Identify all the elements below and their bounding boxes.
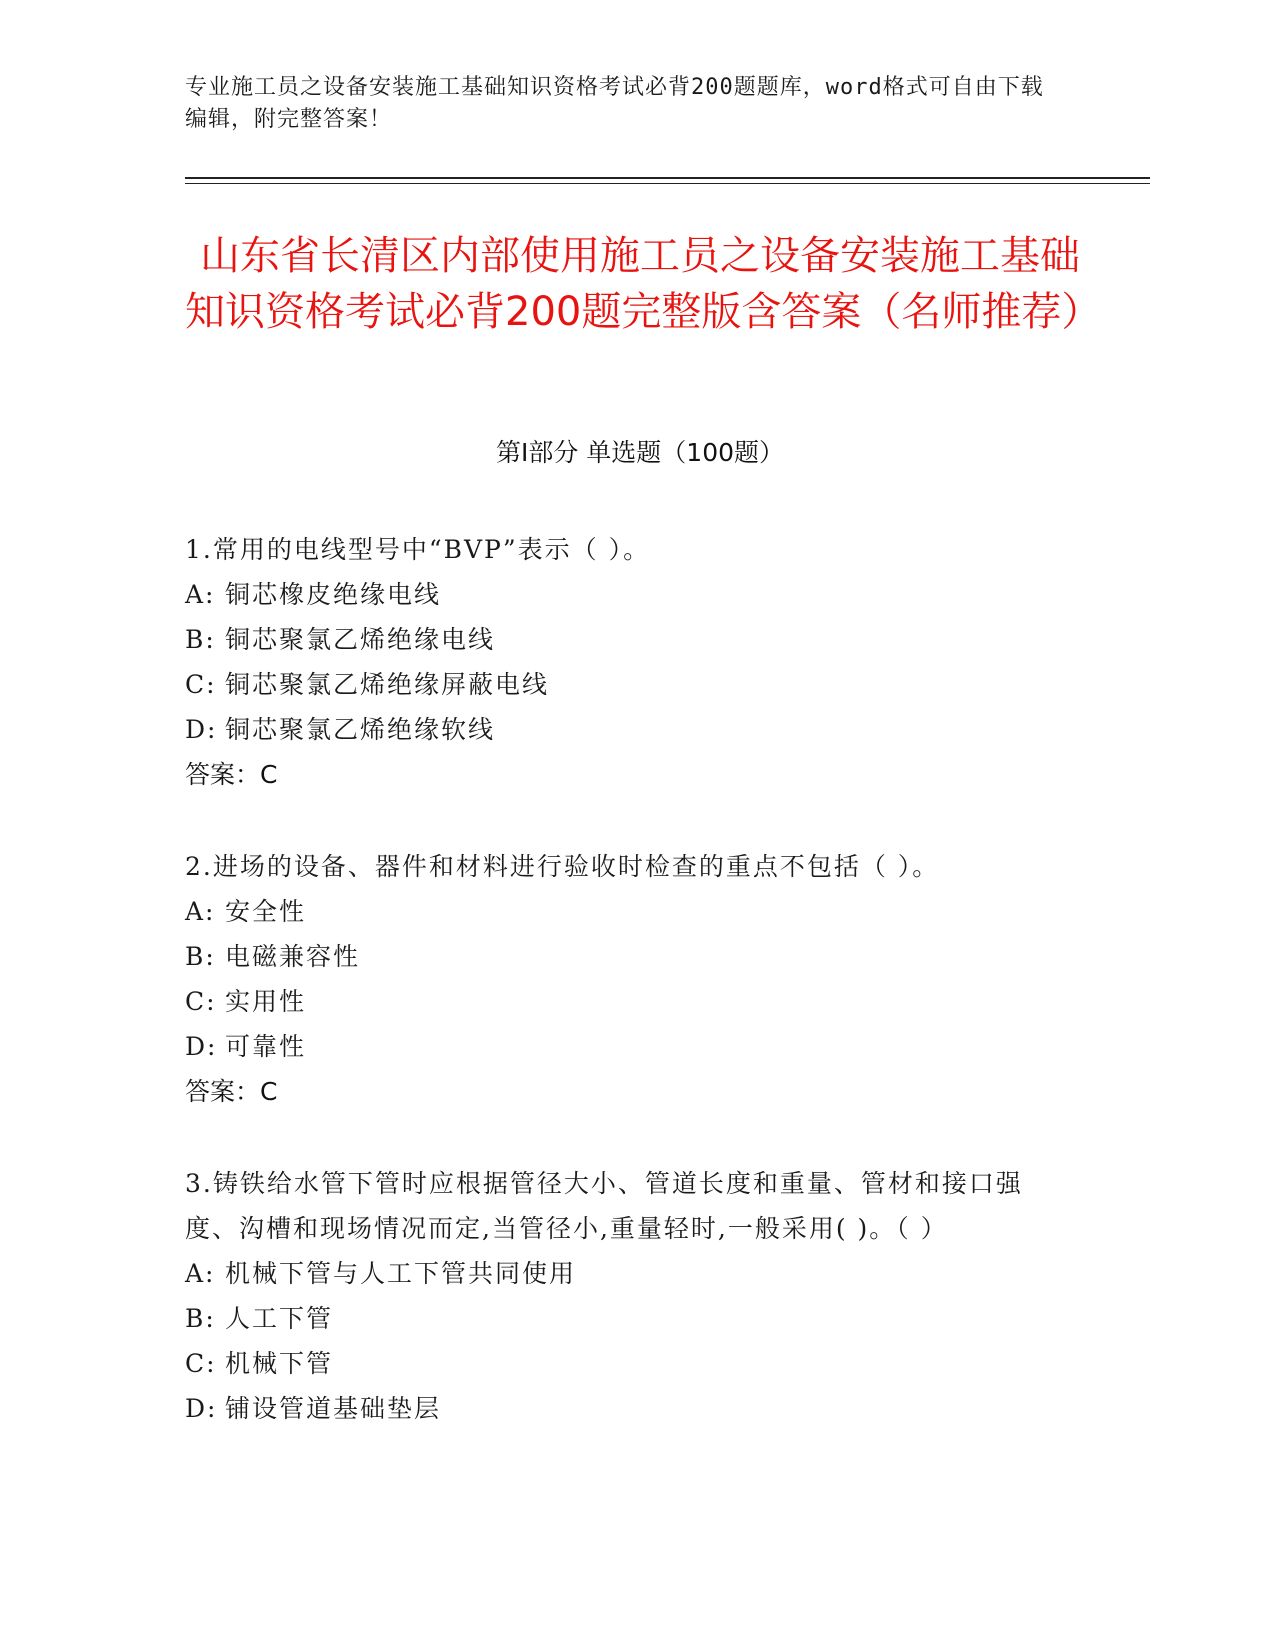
option-c — [185, 1341, 1065, 1386]
option-key: D: — [185, 715, 218, 744]
option-text: 机械下管 — [225, 1349, 334, 1378]
option-text: 人工下管 — [225, 1304, 334, 1333]
option-key: B: — [185, 625, 216, 654]
option-text: 铺设管道基础垫层 — [225, 1394, 442, 1423]
answer-prefix: 答案： — [185, 1077, 261, 1106]
question-3 — [185, 1161, 1065, 1431]
option-key: D: — [185, 1394, 218, 1423]
option-text: 机械下管与人工下管共同使用 — [225, 1259, 577, 1288]
question-1 — [185, 527, 1065, 797]
option-key: C: — [185, 1349, 217, 1378]
option-a — [185, 889, 1065, 934]
header-divider-thick — [185, 177, 1150, 179]
option-a — [185, 1251, 1065, 1296]
option-key: D: — [185, 1032, 218, 1061]
option-a — [185, 572, 1065, 617]
option-b — [185, 617, 1065, 662]
question-stem: 3.铸铁给水管下管时应根据管径大小、管道长度和重量、管材和接口强度、沟槽和现场情况而定,当管径小,重量轻时,一般采用( )。（ ） — [185, 1169, 1023, 1243]
option-key: A: — [185, 1259, 216, 1288]
option-text: 电磁兼容性 — [225, 942, 361, 971]
option-c — [185, 662, 1065, 707]
option-key: B: — [185, 942, 216, 971]
header-divider-thin — [185, 183, 1150, 184]
question-stem: 2.进场的设备、器件和材料进行验收时检查的重点不包括（ ）。 — [185, 852, 940, 881]
option-d — [185, 1024, 1065, 1069]
option-d — [185, 1386, 1065, 1431]
option-key: B: — [185, 1304, 216, 1333]
header-note: 专业施工员之设备安装施工基础知识资格考试必背200题题库，word格式可自由下载编辑，附完整答案！ — [185, 75, 1044, 132]
option-b — [185, 1296, 1065, 1341]
option-text: 安全性 — [225, 897, 307, 926]
answer-line — [185, 752, 1065, 797]
answer-line — [185, 1069, 1065, 1114]
option-b — [185, 934, 1065, 979]
option-c — [185, 979, 1065, 1024]
option-text: 铜芯聚氯乙烯绝缘电线 — [225, 625, 496, 654]
question-stem: 1.常用的电线型号中“BVP”表示（ ）。 — [185, 535, 651, 564]
document-title: 山东省长清区内部使用施工员之设备安装施工基础知识资格考试必背200题完整版含答案（名师推荐） — [185, 233, 1102, 335]
section-title: 第Ⅰ部分 单选题（100题） — [495, 438, 785, 467]
option-text: 实用性 — [225, 987, 307, 1016]
answer-prefix: 答案： — [185, 760, 261, 789]
option-key: A: — [185, 580, 216, 609]
option-d — [185, 707, 1065, 752]
question-2 — [185, 844, 1065, 1114]
option-text: 铜芯聚氯乙烯绝缘软线 — [225, 715, 496, 744]
option-key: C: — [185, 670, 217, 699]
question-list — [185, 527, 1065, 1478]
option-key: C: — [185, 987, 217, 1016]
option-text: 铜芯橡皮绝缘电线 — [225, 580, 442, 609]
answer-value: C — [260, 760, 278, 789]
answer-value: C — [260, 1077, 278, 1106]
option-text: 可靠性 — [225, 1032, 307, 1061]
option-text: 铜芯聚氯乙烯绝缘屏蔽电线 — [225, 670, 550, 699]
option-key: A: — [185, 897, 216, 926]
